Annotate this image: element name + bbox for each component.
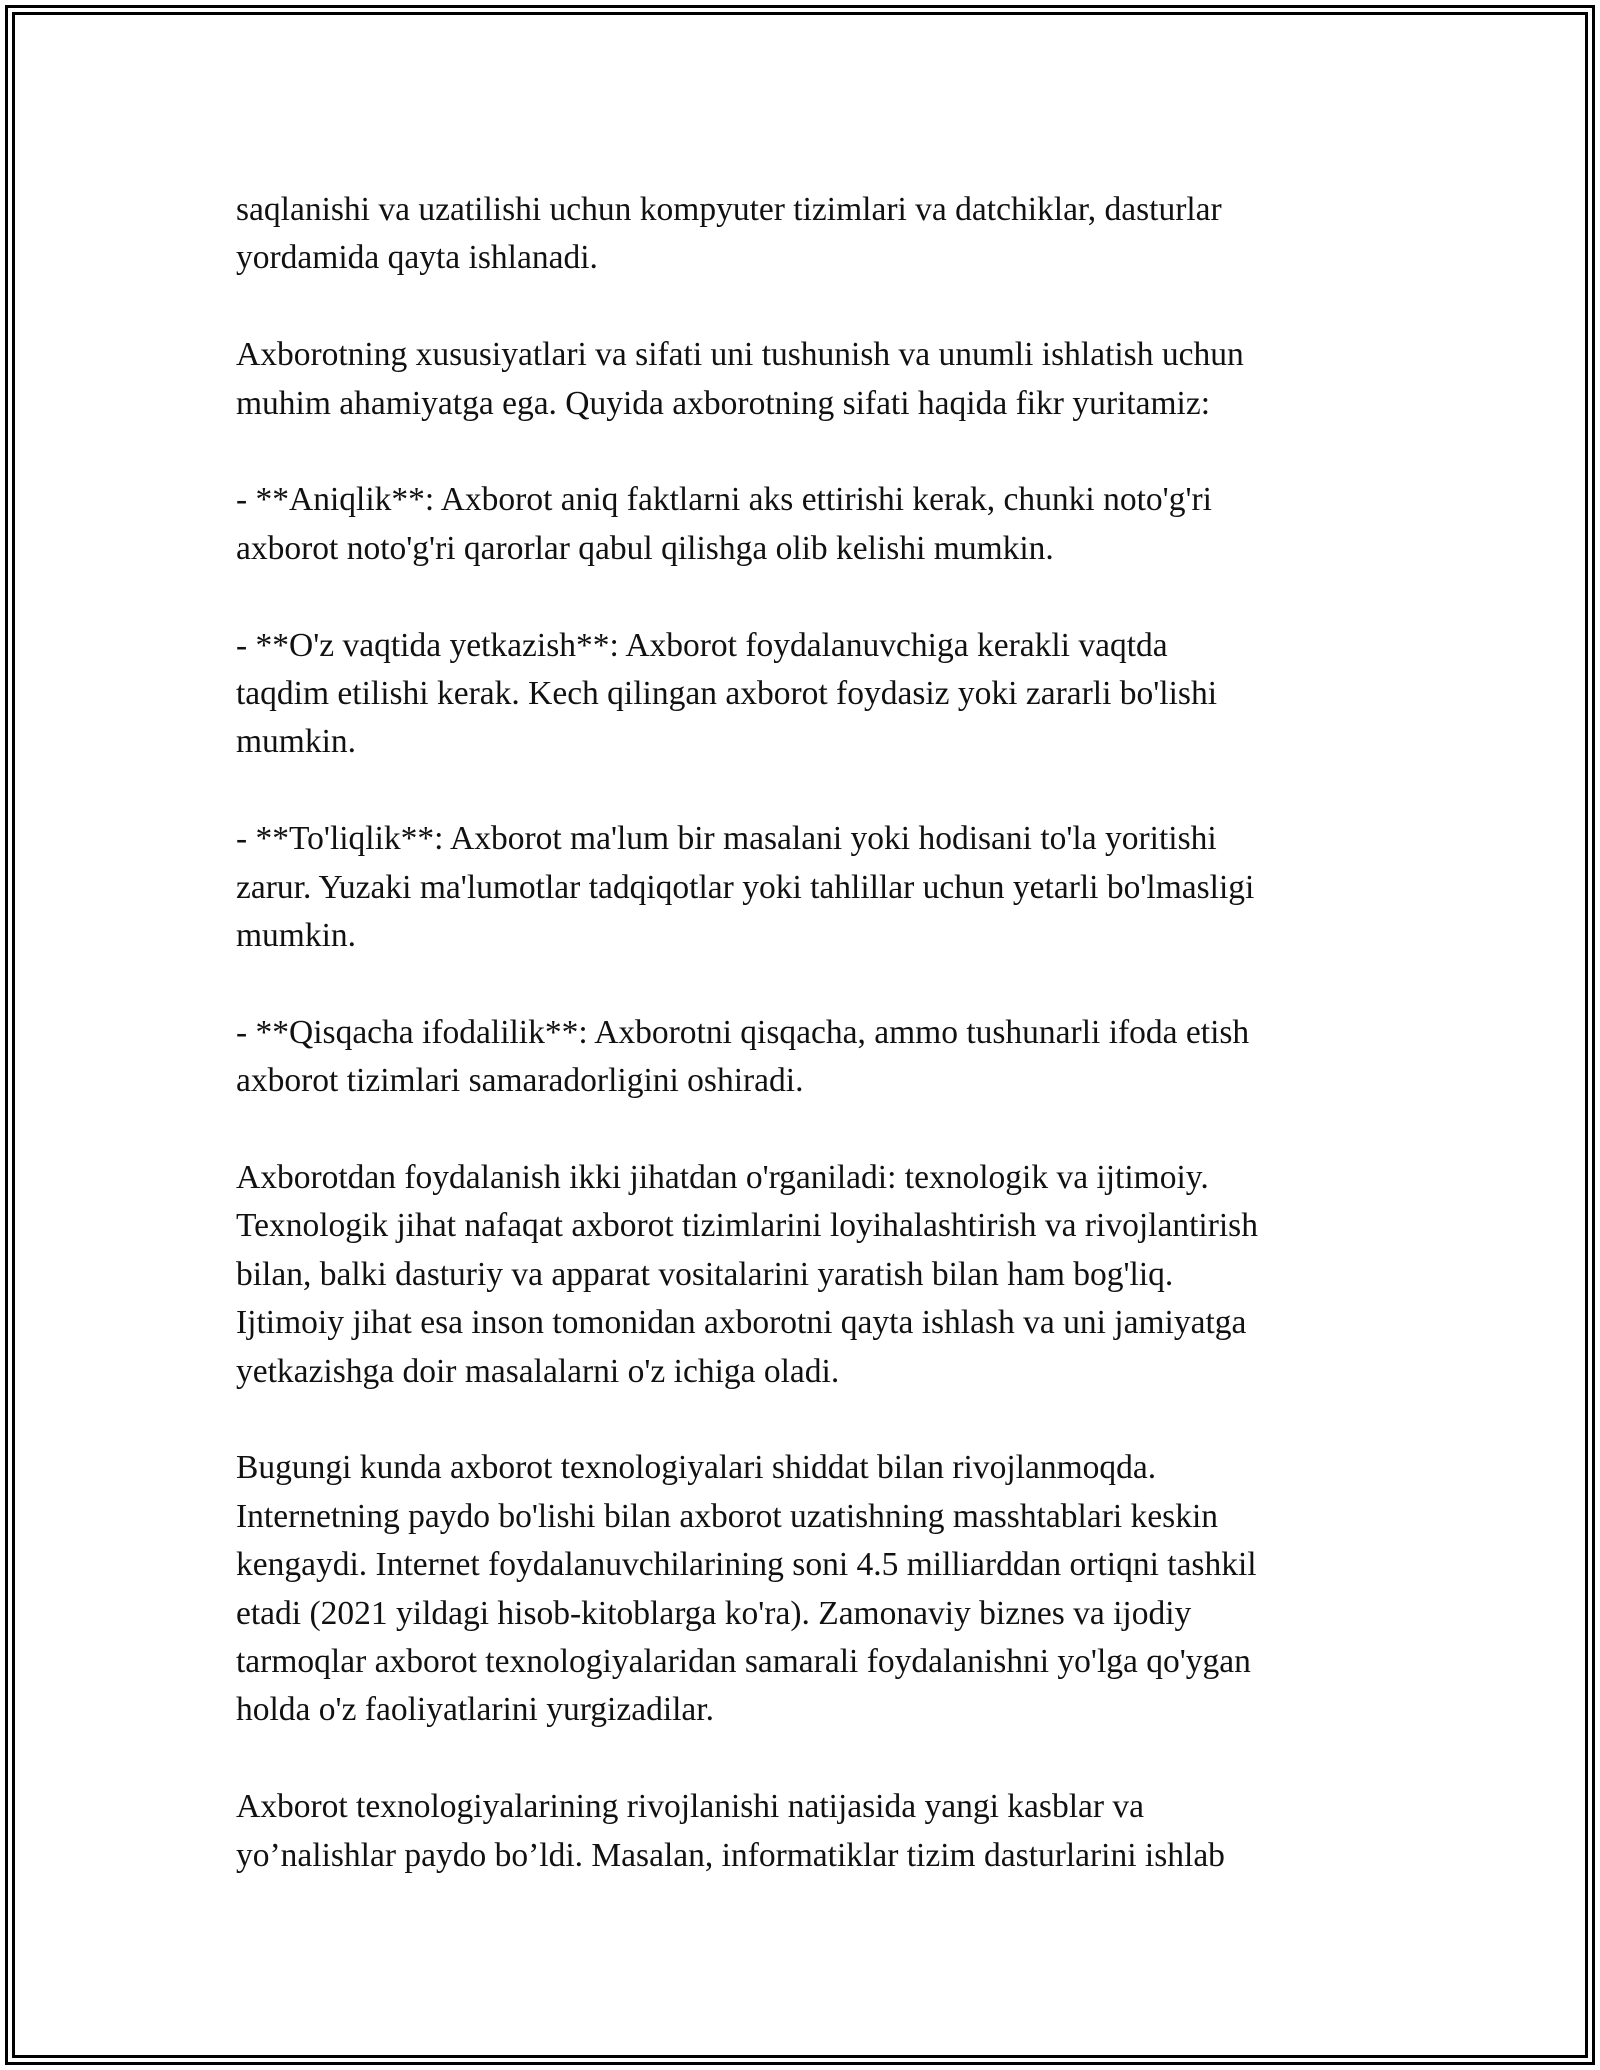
text-line: zarur. Yuzaki ma'lumotlar tadqiqotlar yoki tahlillar uchun yetarli bo'lmasligi: [236, 868, 1255, 906]
text-line: Axborotning xususiyatlari va sifati uni tushunish va unumli ishlatish uchun: [236, 336, 1244, 374]
paragraph: [236, 331, 1376, 428]
text-line: yo’nalishlar paydo bo’ldi. Masalan, informatiklar tizim dasturlarini ishlab: [236, 1836, 1225, 1874]
text-line: Ijtimoiy jihat esa inson tomonidan axborotni qayta ishlash va uni jamiyatga: [236, 1304, 1247, 1342]
paragraph: [236, 186, 1376, 283]
text-line: - **To'liqlik**: Axborot ma'lum bir masalani yoki hodisani to'la yoritishi: [236, 820, 1217, 858]
paragraph: [236, 1154, 1376, 1396]
text-line: - **O'z vaqtida yetkazish**: Axborot foydalanuvchiga kerakli vaqtda: [236, 626, 1168, 664]
text-line: Axborot texnologiyalarining rivojlanishi natijasida yangi kasblar va: [236, 1788, 1145, 1826]
text-line: holda o'z faoliyatlarini yurgizadilar.: [236, 1691, 714, 1729]
text-line: taqdim etilishi kerak. Kech qilingan axborot foydasiz yoki zararli bo'lishi: [236, 675, 1218, 713]
paragraph: [236, 815, 1376, 960]
text-line: saqlanishi va uzatilishi uchun kompyuter tizimlari va datchiklar, dasturlar: [236, 191, 1222, 228]
text-line: axborot noto'g'ri qarorlar qabul qilishga olib kelishi mumkin.: [236, 529, 1054, 567]
text-line: bilan, balki dasturiy va apparat vositalarini yaratish bilan ham bog'liq.: [236, 1255, 1174, 1293]
paragraph: [236, 1783, 1376, 1880]
document-body: [236, 186, 1376, 1880]
text-line: axborot tizimlari samaradorligini oshiradi.: [236, 1062, 804, 1100]
text-line: mumkin.: [236, 917, 357, 955]
text-line: yetkazishga doir masalalarni o'z ichiga oladi.: [236, 1352, 840, 1390]
text-line: Texnologik jihat nafaqat axborot tizimlarini loyihalashtirish va rivojlantirish: [236, 1207, 1258, 1245]
text-line: - **Aniqlik**: Axborot aniq faktlarni aks ettirishi kerak, chunki noto'g'ri: [236, 481, 1212, 519]
text-line: Bugungi kunda axborot texnologiyalari shiddat bilan rivojlanmoqda.: [236, 1449, 1157, 1487]
text-line: mumkin.: [236, 723, 357, 761]
text-line: tarmoqlar axborot texnologiyalaridan samarali foydalanishni yo'lga qo'ygan: [236, 1643, 1251, 1681]
paragraph: [236, 1444, 1376, 1734]
text-line: - **Qisqacha ifodalilik**: Axborotni qisqacha, ammo tushunarli ifoda etish: [236, 1013, 1250, 1051]
text-line: kengaydi. Internet foydalanuvchilarining soni 4.5 milliarddan ortiqni tashkil: [236, 1546, 1257, 1584]
text-line: Axborotdan foydalanish ikki jihatdan o'rganiladi: texnologik va ijtimoiy.: [236, 1159, 1209, 1197]
paragraph: [236, 476, 1376, 573]
text-line: muhim ahamiyatga ega. Quyida axborotning sifati haqida fikr yuritamiz:: [236, 384, 1211, 422]
text-line: Internetning paydo bo'lishi bilan axborot uzatishning masshtablari keskin: [236, 1497, 1219, 1535]
text-line: etadi (2021 yildagi hisob-kitoblarga ko'ra). Zamonaviy biznes va ijodiy: [236, 1594, 1192, 1632]
paragraph: [236, 1009, 1376, 1106]
text-line: yordamida qayta ishlanadi.: [236, 239, 598, 277]
paragraph: [236, 622, 1376, 767]
